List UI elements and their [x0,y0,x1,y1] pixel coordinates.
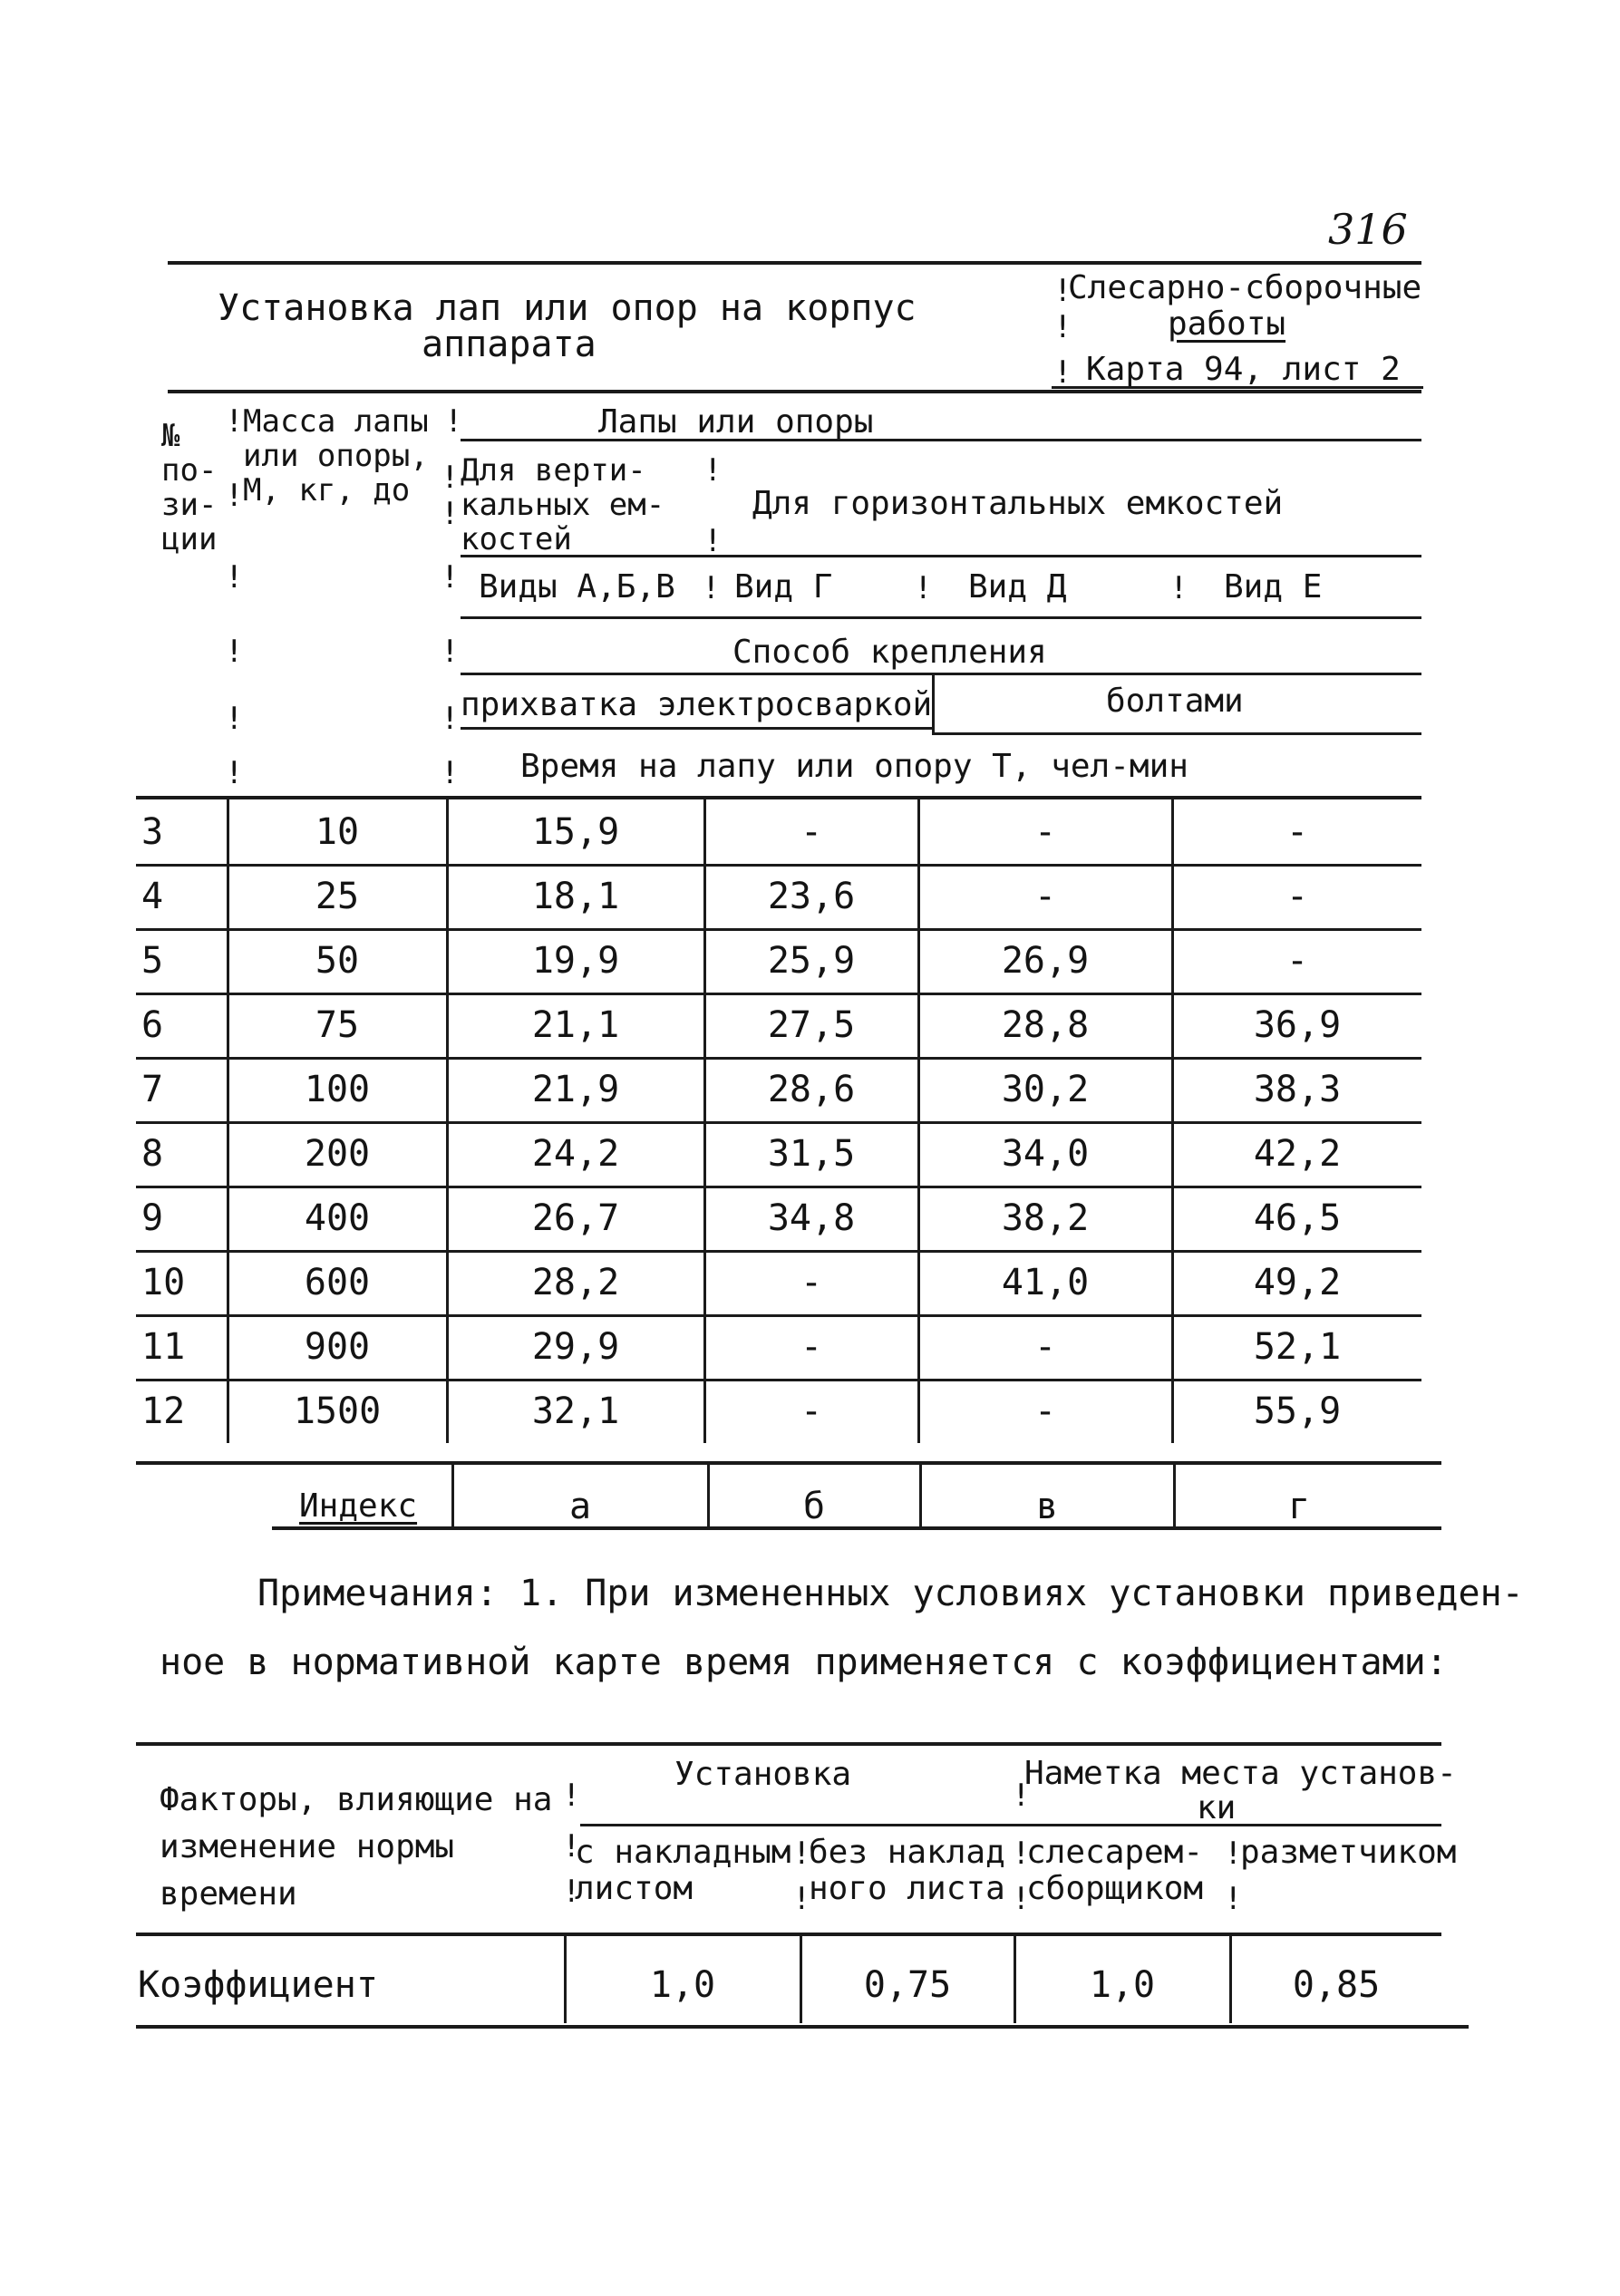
table-cell: 46,5 [1253,1197,1342,1239]
table-cell: - [1033,811,1057,853]
row-position: 8 [141,1133,164,1175]
separator-mark: ! [562,1778,581,1814]
fastening-weld-underline [461,727,932,730]
view-abv: Виды А,Б,В [479,568,675,605]
row-position: 6 [141,1004,164,1046]
row-position: 11 [141,1326,186,1368]
table-cell: 100 [304,1069,371,1110]
separator-mark: ! [225,478,244,514]
index-value: б [802,1486,826,1527]
table-cell: - [800,1262,823,1303]
factors-header-line: Факторы, влияющие на [160,1781,553,1818]
table-cell: 24,2 [531,1133,620,1175]
row-position: 4 [141,876,164,917]
views-top-rule [461,555,1421,557]
separator-mark: ! [1053,273,1072,309]
table-cell: 49,2 [1253,1262,1342,1303]
table-cell: 18,1 [531,876,620,917]
row-position: 12 [141,1390,186,1432]
row-position: 10 [141,1262,186,1303]
table-cell: 19,9 [531,940,620,982]
coefficient-value: 1,0 [649,1964,716,2006]
separator-mark: ! [562,1828,581,1865]
document-title: Установка лап или опор на корпус [218,287,917,329]
marking-header-line: ки [1197,1789,1237,1826]
table-cell: 10 [315,811,360,853]
horizontal-header: Для горизонтальных емкостей [752,485,1284,522]
index-col-divider [1173,1463,1176,1526]
table-cell: 900 [304,1326,371,1368]
table1-bottom-rule [272,1526,1441,1530]
table-cell: 25,9 [767,940,856,982]
table-cell: 600 [304,1262,371,1303]
separator-mark: ! [444,403,463,440]
view-d: Вид Д [968,568,1067,605]
col-mass-line: или опоры, [243,438,429,474]
table-cell: 200 [304,1133,371,1175]
coefficient-value: 0,85 [1292,1964,1381,2006]
row-rule [136,1057,1421,1060]
coefficient-value: 0,75 [863,1964,952,2006]
index-col-divider [707,1463,710,1526]
fastening-header: Способ крепления [732,634,1047,671]
group-header-rule [461,439,1421,441]
work-type-line2: работы [1168,305,1286,343]
table-cell: - [1033,1390,1057,1432]
col-position-header [161,419,217,557]
vertical-header-line: костей [461,521,572,557]
factors-header-line: изменение нормы [160,1828,455,1865]
views-bottom-rule [461,616,1421,619]
row-rule [136,1121,1421,1124]
work-type: Слесарно-сборочные [1068,269,1422,306]
time-header: Время на лапу или опору Т, чел-мин [520,748,1188,785]
table-cell: 34,8 [767,1197,856,1239]
table-cell: 15,9 [531,811,620,853]
row-rule [136,1186,1421,1188]
coefficient-label: Коэффициент [138,1964,378,2006]
separator-mark: ! [225,755,244,791]
page-number: 316 [1328,205,1408,254]
col-position-line: по- [161,452,218,489]
separator-mark: ! [441,755,460,791]
table1-col-divider [1171,799,1174,1443]
index-value: а [568,1486,592,1527]
install-with-sheet [575,1835,791,1907]
row-position: 5 [141,940,164,982]
col-mass-header [243,404,429,508]
separator-mark: ! [225,403,244,440]
separator-mark: ! [703,523,723,559]
separator-mark: ! [225,559,244,596]
table-cell: 52,1 [1253,1326,1342,1368]
col-mass-line: Масса лапы [243,403,429,440]
separator-mark: ! [703,452,723,489]
row-rule [136,928,1421,931]
table-cell: 34,0 [1001,1133,1090,1175]
note-line1: Примечания: 1. При измененных условиях установки приведен- [257,1573,1524,1614]
document-title-line2: аппарата [422,324,597,365]
table1-body-bottom-rule [136,1461,1441,1465]
row-position: 7 [141,1069,164,1110]
table-cell: 21,1 [531,1004,620,1046]
install-header: Установка [674,1756,852,1793]
table-cell: 32,1 [531,1390,620,1432]
coefficient-value: 1,0 [1089,1964,1156,2006]
table1-header-bottom-rule [136,796,1421,799]
separator-mark: ! [1053,309,1072,345]
fastening-header-rule [461,673,1421,675]
table-cell: - [800,1390,823,1432]
separator-mark: ! [792,1881,811,1917]
table-cell: - [1285,876,1309,917]
table-cell: - [1033,876,1057,917]
col-position-line: № [161,418,180,454]
fastening-bolts: болтами [1106,683,1244,720]
index-value: г [1287,1486,1311,1527]
group-header: Лапы или опоры [598,403,874,441]
separator-mark: ! [792,1836,811,1872]
row-rule [136,1379,1421,1381]
header-bottom-rule [168,390,1421,393]
col-position-line: ции [161,521,218,557]
table-cell: 29,9 [531,1326,620,1368]
table-cell: 28,8 [1001,1004,1090,1046]
row-rule [136,1314,1421,1317]
table-cell: 25 [315,876,360,917]
table-cell: - [1033,1326,1057,1368]
table-cell: - [1285,940,1309,982]
install-without-line: ного листа [809,1870,1005,1907]
separator-mark: ! [1012,1881,1031,1917]
table-cell: - [800,1326,823,1368]
col-position-line: зи- [161,487,218,523]
table1-col-divider [227,799,229,1443]
separator-mark: ! [441,496,460,532]
table1-col-divider [446,799,449,1443]
table-cell: 27,5 [767,1004,856,1046]
table-cell: 26,7 [531,1197,620,1239]
separator-mark: ! [1012,1778,1031,1814]
row-rule [136,1250,1421,1253]
separator-mark: ! [225,634,244,670]
table-cell: - [800,811,823,853]
table-cell: 31,5 [767,1133,856,1175]
table-cell: 23,6 [767,876,856,917]
vertical-header-line: Для верти- [461,452,646,489]
table-cell: 400 [304,1197,371,1239]
table1-col-divider [703,799,706,1443]
install-without-line: без наклад [809,1834,1005,1871]
vertical-header-line: кальных ем- [461,487,665,523]
header-top-rule [168,261,1421,265]
separator-mark: ! [1012,1836,1031,1872]
table-cell: 21,9 [531,1069,620,1110]
separator-mark: ! [441,634,460,670]
table2-subheader-rule [580,1824,1441,1826]
table-cell: 28,6 [767,1069,856,1110]
factors-header [160,1777,552,1918]
index-col-divider [919,1463,922,1526]
table-cell: 36,9 [1253,1004,1342,1046]
col-mass-line: М, кг, до [243,472,411,509]
marking-fitter [1026,1835,1203,1907]
card-number: Карта 94, лист 2 [1086,351,1401,388]
marking-header-line: Наметка места установ- [1024,1755,1457,1792]
table-cell: 26,9 [1001,940,1090,982]
table-cell: 42,2 [1253,1133,1342,1175]
fastening-weld: прихватка электросваркой [461,686,933,723]
separator-mark: ! [562,1874,581,1910]
index-value: в [1035,1486,1059,1527]
table-cell: 55,9 [1253,1390,1342,1432]
separator-mark: ! [1224,1881,1243,1917]
separator-mark: ! [225,701,244,737]
table-cell: 38,2 [1001,1197,1090,1239]
fastening-divider [932,673,935,732]
table2-bottom-rule [136,2025,1469,2029]
row-position: 3 [141,811,164,853]
table-cell: - [1285,811,1309,853]
table2-header-bottom-rule [136,1933,1441,1936]
table-cell: 75 [315,1004,360,1046]
row-rule [136,864,1421,867]
separator-mark: ! [1224,1836,1243,1872]
table-cell: 50 [315,940,360,982]
marking-fitter-line: сборщиком [1026,1870,1204,1907]
view-e: Вид Е [1224,568,1323,605]
install-without-sheet [809,1835,1005,1907]
install-with-line: с накладным [575,1834,791,1871]
marking-header [1024,1757,1457,1826]
table-cell: 1500 [293,1390,382,1432]
factors-header-line: времени [160,1875,297,1913]
index-label: Индекс [299,1487,418,1525]
index-col-divider [451,1463,454,1526]
table1-col-divider [917,799,920,1443]
table-cell: 30,2 [1001,1069,1090,1110]
table2-top-rule [136,1742,1441,1746]
fastening-bottom-rule [932,732,1421,735]
card-underline [1052,386,1423,389]
table-cell: 38,3 [1253,1069,1342,1110]
separator-mark: ! [1053,354,1072,391]
install-with-line: листом [575,1870,694,1907]
row-rule [136,993,1421,995]
separator-mark: ! [914,570,933,606]
table-cell: 28,2 [531,1262,620,1303]
separator-mark: ! [441,559,460,596]
note-line2: ное в нормативной карте время применяется с коэффициентами: [160,1642,1448,1683]
separator-mark: ! [702,570,721,606]
separator-mark: ! [1169,570,1188,606]
separator-mark: ! [441,460,460,496]
view-g: Вид Г [734,568,833,605]
row-position: 9 [141,1197,164,1239]
vertical-header [461,453,664,557]
separator-mark: ! [441,701,460,737]
marking-marker: разметчиком [1240,1834,1457,1871]
table-cell: 41,0 [1001,1262,1090,1303]
marking-fitter-line: слесарем- [1026,1834,1204,1871]
